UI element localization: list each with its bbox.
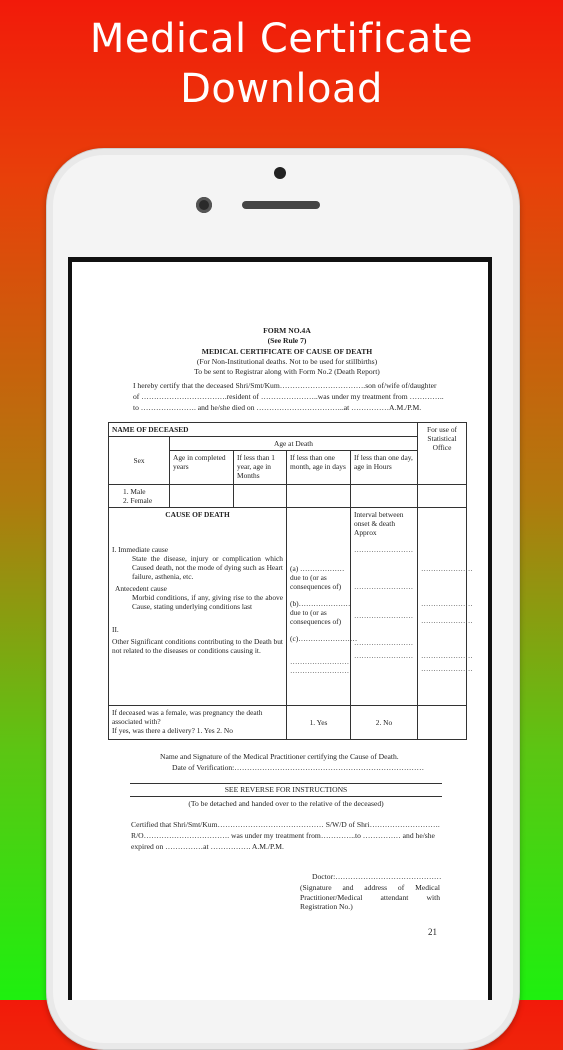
cause-of-death-header: CAUSE OF DEATH bbox=[165, 510, 230, 519]
delivery-question: If yes, was there a delivery? 1. Yes 2. No bbox=[112, 726, 233, 735]
age-hours-value bbox=[351, 485, 418, 508]
other-condition-field-2[interactable]: …………………… bbox=[290, 666, 350, 675]
age-at-death-header: Age at Death bbox=[170, 437, 418, 451]
stat-field-4[interactable]: ………………… bbox=[421, 651, 473, 660]
form-subtitle-1: (For Non-Institutional deaths. Not to be used for stillbirths) bbox=[196, 357, 378, 366]
interval-field-b[interactable]: …………………… bbox=[354, 582, 414, 591]
cause-of-death-cell bbox=[109, 508, 287, 706]
headline-line-2: Download bbox=[180, 66, 383, 112]
sex-option-female: 2. Female bbox=[123, 496, 153, 505]
form-heading: MEDICAL CERTIFICATE OF CAUSE OF DEATH bbox=[201, 347, 373, 356]
cause-a-due-to: due to (or as consequences of) bbox=[290, 573, 342, 591]
antecedent-cause-desc: Morbid conditions, if any, giving rise to the above Cause, stating underlying conditions last bbox=[132, 593, 283, 611]
certified-line-2: R/O……………………………. was under my treatment from…………..to …………… and he/she bbox=[131, 831, 435, 840]
immediate-cause-desc: State the disease, injury or complication which Caused death, not the mode of dying such as Heart failure, asthenia, etc. bbox=[132, 554, 283, 581]
statistical-office-value bbox=[418, 485, 467, 508]
form-subtitle-2: To be sent to Registrar along with Form No.2 (Death Report) bbox=[194, 367, 380, 376]
verification-date: Date of Verification:………………………………………………………………… bbox=[172, 763, 425, 772]
age-days-header: If less than one month, age in days bbox=[287, 451, 351, 485]
age-hours-header: If less than one day, age in Hours bbox=[351, 451, 418, 485]
cause-sequence-cell bbox=[287, 508, 358, 706]
camera-icon bbox=[196, 197, 212, 213]
headline bbox=[0, 14, 563, 114]
other-conditions-desc: Other Significant conditions contributing to the Death but not related to the diseases or conditions causing it. bbox=[112, 637, 283, 655]
page-number: 21 bbox=[428, 927, 437, 937]
divider-bottom bbox=[130, 796, 442, 797]
form-rule: (See Rule 7) bbox=[267, 336, 307, 345]
deceased-table bbox=[108, 422, 473, 740]
age-completed-header: Age in completed years bbox=[170, 451, 234, 485]
statistical-codes-cell bbox=[418, 508, 473, 706]
pregnancy-no-option[interactable]: 2. No bbox=[351, 706, 418, 740]
divider-top bbox=[130, 783, 442, 784]
age-days-value bbox=[287, 485, 351, 508]
earpiece-speaker bbox=[242, 201, 320, 209]
practitioner-signature-line: Name and Signature of the Medical Practitioner certifying the Cause of Death. bbox=[160, 752, 399, 761]
interval-cell bbox=[351, 508, 418, 706]
certified-line-1: Certified that Shri/Smt/Kum…………………………………… S/W/D of Shri………………………. bbox=[131, 820, 440, 829]
stat-field-2[interactable]: ………………… bbox=[421, 599, 473, 608]
other-condition-field-1[interactable]: …………………… bbox=[290, 657, 350, 666]
certify-line-3: to …………………. and he/she died on ……………………………..at ……………A.M./P.M. bbox=[133, 403, 422, 412]
certify-line-2: of …………………………….resident of …………………..was under my treatment from ………….. bbox=[133, 392, 444, 401]
name-of-deceased-cell: NAME OF DECEASED bbox=[109, 423, 418, 437]
sex-header: Sex bbox=[109, 437, 170, 485]
pregnancy-yes-option[interactable]: 1. Yes bbox=[287, 706, 351, 740]
antecedent-cause-label: Antecedent cause bbox=[115, 584, 167, 593]
proximity-sensor bbox=[274, 167, 286, 179]
doctor-signature-caption: (Signature and address of Medical Practitioner/Medical attendant with Registration No.) bbox=[300, 883, 440, 912]
see-reverse-instructions: SEE REVERSE FOR INSTRUCTIONS bbox=[224, 785, 348, 794]
interval-field-c[interactable]: …………………… bbox=[354, 611, 414, 620]
headline-line-1: Medical Certificate bbox=[89, 16, 474, 62]
certify-line-1: I hereby certify that the deceased Shri/Smt/Kum…………………………….son of/wife of/daughter bbox=[133, 381, 437, 390]
cause-b-due-to: due to (or as consequences of) bbox=[290, 608, 342, 626]
interval-field-e[interactable]: …………………… bbox=[354, 651, 414, 660]
cause-a-field[interactable]: (a) ……………… bbox=[290, 564, 345, 573]
pregnancy-question: If deceased was a female, was pregnancy the death associated with? bbox=[112, 708, 263, 726]
cause-c-field[interactable]: (c)…………………… bbox=[290, 634, 358, 643]
part-ii-label: II. bbox=[112, 625, 119, 634]
immediate-cause-label: I. Immediate cause bbox=[112, 545, 169, 554]
stat-field-3[interactable]: ………………… bbox=[421, 616, 473, 625]
age-months-header: If less than 1 year, age in Months bbox=[234, 451, 287, 485]
certified-line-3: expired on ……………at ……………. A.M./P.M. bbox=[131, 842, 284, 851]
cause-b-field[interactable]: (b)………………… bbox=[290, 599, 351, 608]
pregnancy-stat-cell bbox=[418, 706, 467, 740]
doctor-signature-field[interactable]: Doctor:…………………………………… bbox=[312, 872, 442, 881]
interval-field-a[interactable]: …………………… bbox=[354, 545, 414, 554]
pregnancy-question-cell bbox=[109, 706, 287, 740]
interval-field-d[interactable]: …………………… bbox=[354, 638, 414, 647]
detach-note: (To be detached and handed over to the relative of the deceased) bbox=[188, 799, 384, 808]
stat-field-5[interactable]: ………………… bbox=[421, 664, 473, 673]
form-number: FORM NO.4A bbox=[263, 326, 311, 335]
age-completed-value bbox=[170, 485, 234, 508]
sex-option-male: 1. Male bbox=[123, 487, 146, 496]
sex-options-cell bbox=[109, 485, 170, 508]
stat-field-1[interactable]: ………………… bbox=[421, 564, 473, 573]
statistical-office-cell: For use of Statistical Office bbox=[418, 423, 467, 485]
age-months-value bbox=[234, 485, 287, 508]
interval-header: Interval between onset & death Approx bbox=[354, 510, 404, 537]
